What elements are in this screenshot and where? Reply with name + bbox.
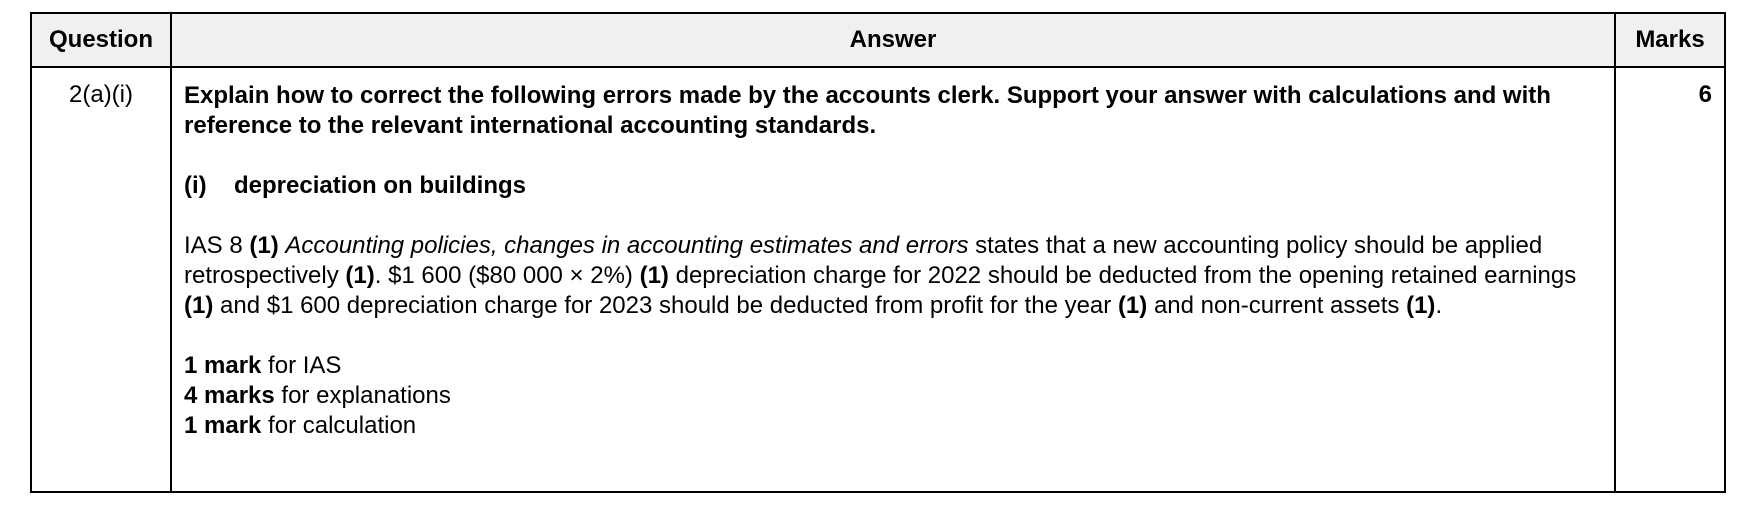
mark-point: (1) bbox=[1406, 292, 1436, 319]
mark-description: for calculation bbox=[261, 412, 417, 439]
answer-text: states that a new accounting policy should be applied retrospectively bbox=[184, 232, 1543, 289]
mark-description: for IAS bbox=[261, 352, 342, 379]
mark-count: 1 mark bbox=[184, 352, 262, 379]
question-prompt: Explain how to correct the following errors made by the accounts clerk. Support your answer with calculations and with reference to the relevant international accounting standards. bbox=[184, 82, 1551, 139]
mark-allocation bbox=[184, 351, 1602, 441]
answer-text: . bbox=[1435, 292, 1443, 319]
mark-allocation-line bbox=[184, 351, 1602, 381]
mark-allocation-line bbox=[184, 381, 1602, 411]
answer-text: and $1 600 depreciation charge for 2023 should be deducted from profit for the year bbox=[213, 292, 1118, 319]
mark-point: (1) bbox=[184, 292, 214, 319]
standard-name: Accounting policies, changes in accounting estimates and errors bbox=[285, 232, 969, 259]
marks-header: Marks bbox=[1615, 13, 1725, 67]
sub-question-title: depreciation on buildings bbox=[234, 172, 527, 199]
mark-description: for explanations bbox=[274, 382, 451, 409]
answer-text: . $1 600 ($80 000 × 2%) bbox=[374, 262, 640, 289]
question-header: Question bbox=[31, 13, 171, 67]
table-row bbox=[31, 67, 1725, 492]
marks-value: 6 bbox=[1615, 67, 1725, 492]
answer-text: and non-current assets bbox=[1147, 292, 1407, 319]
mark-point: (1) bbox=[639, 262, 669, 289]
answer-cell bbox=[171, 67, 1615, 492]
sub-question bbox=[184, 171, 1602, 201]
mark-count: 4 marks bbox=[184, 382, 275, 409]
mark-point: (1) bbox=[345, 262, 375, 289]
mark-count: 1 mark bbox=[184, 412, 262, 439]
sub-question-number: (i) bbox=[184, 172, 207, 199]
mark-point: (1) bbox=[1117, 292, 1148, 319]
header-row bbox=[31, 13, 1725, 67]
mark-scheme-table bbox=[30, 12, 1726, 493]
answer-text: IAS 8 bbox=[184, 232, 250, 259]
answer-paragraph bbox=[184, 231, 1602, 321]
answer-header: Answer bbox=[171, 13, 1615, 67]
mark-point: (1) bbox=[249, 232, 279, 259]
question-number: 2(a)(i) bbox=[31, 67, 171, 492]
mark-allocation-line bbox=[184, 411, 1602, 441]
answer-text: depreciation charge for 2022 should be deducted from the opening retained earnings bbox=[668, 262, 1577, 289]
